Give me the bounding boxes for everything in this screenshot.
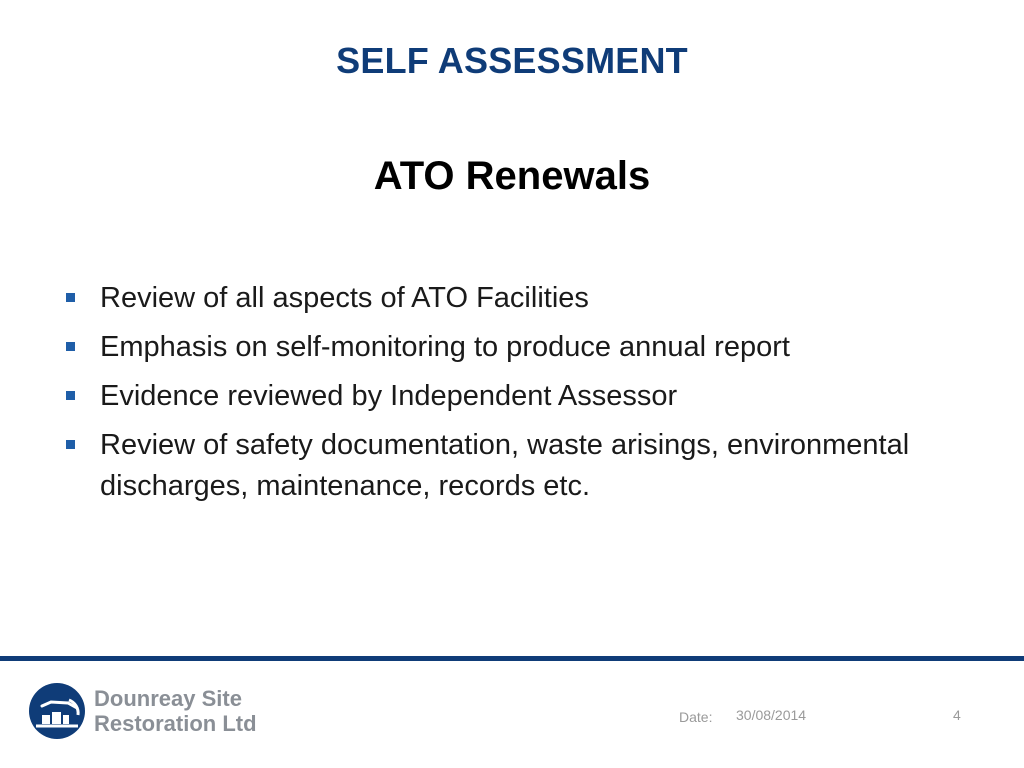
slide-title: SELF ASSESSMENT — [336, 40, 688, 81]
square-bullet-icon — [66, 342, 75, 351]
date-value: 30/08/2014 — [736, 707, 807, 723]
bullet-text: Emphasis on self-monitoring to produce annual report — [100, 331, 790, 363]
bullet-item — [62, 278, 962, 319]
bullet-text: Review of all aspects of ATO Facilities — [100, 282, 589, 314]
bullet-list — [62, 278, 962, 515]
bullet-item — [62, 425, 962, 507]
page-number: 4 — [953, 707, 961, 723]
dounreay-logo-icon — [28, 682, 86, 740]
square-bullet-icon — [66, 440, 75, 449]
date-label: Date: — [679, 709, 713, 725]
bullet-text: Review of safety documentation, waste arisings, environmental discharges, maintenance, records etc. — [100, 429, 910, 502]
square-bullet-icon — [66, 293, 75, 302]
bullet-item — [62, 327, 962, 368]
square-bullet-icon — [66, 391, 75, 400]
slide-subtitle: ATO Renewals — [373, 154, 651, 198]
bullet-text: Evidence reviewed by Independent Assessor — [100, 380, 678, 412]
logo-text-line1: Dounreay Site — [94, 686, 242, 711]
company-logo — [28, 682, 257, 740]
footer-divider — [0, 656, 1024, 661]
bullet-item — [62, 376, 962, 417]
logo-text — [94, 686, 257, 736]
logo-text-line2: Restoration Ltd — [94, 711, 257, 736]
